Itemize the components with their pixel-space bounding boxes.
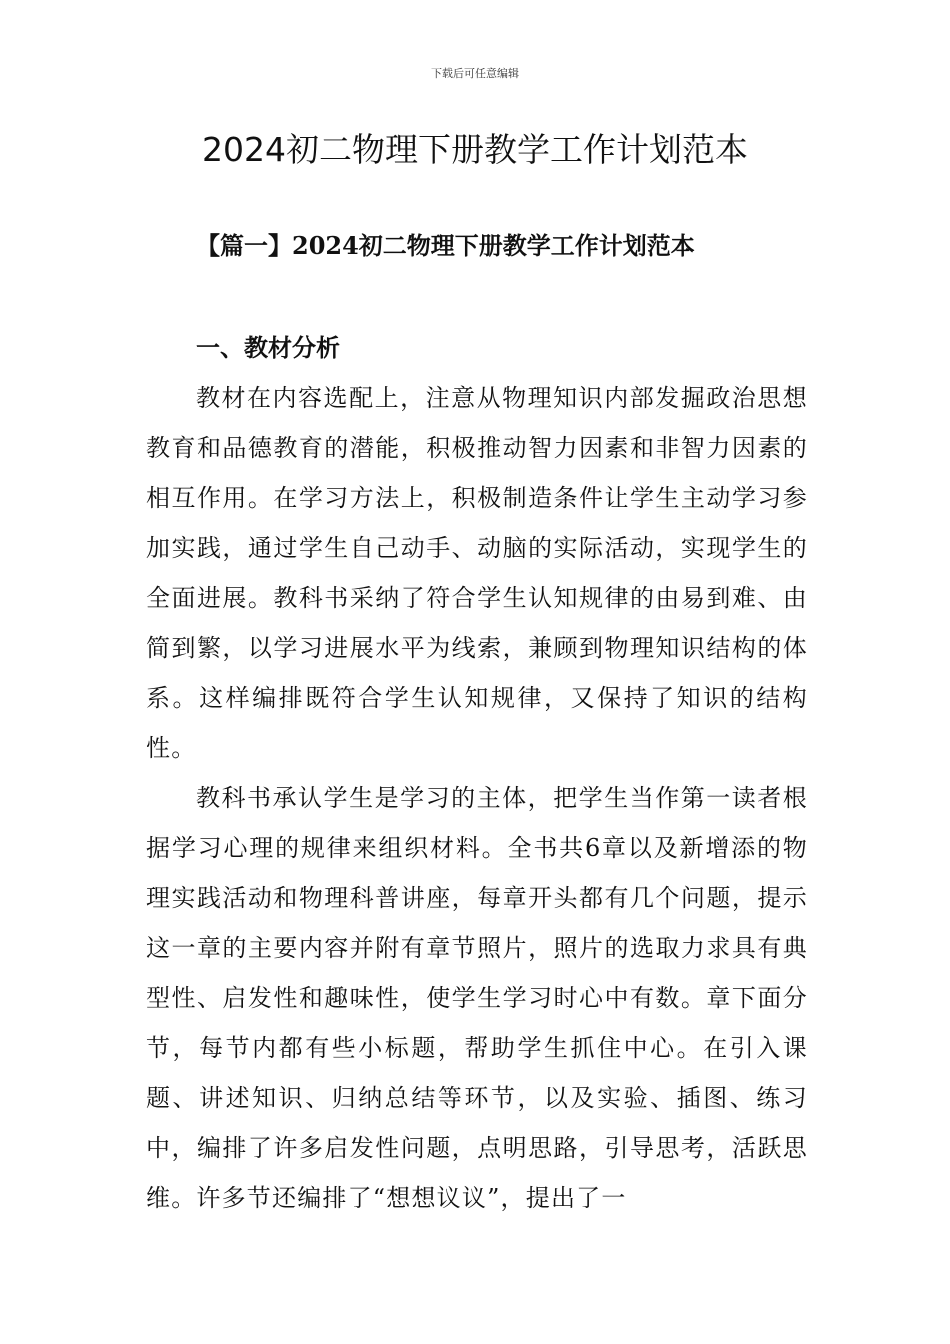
header-note: 下载后可任意编辑 bbox=[431, 67, 519, 80]
paragraph: 教材在内容选配上，注意从物理知识内部发掘政治思想教育和品德教育的潜能，积极推动智力因素和非智力因素的相互作用。在学习方法上，积极制造条件让学生主动学习参加实践，通过学生自己动手、动脑的实际活动，实现学生的全面进展。教科书采纳了符合学生认知规律的由易到难、由简到繁，以学习进展水平为线索，兼顾到物理知识结构的体系。这样编排既符合学生认知规律，又保持了知识的结构性。 bbox=[146, 384, 808, 762]
body-text bbox=[146, 373, 808, 1223]
document-subtitle: 【篇一】2024初二物理下册教学工作计划范本 bbox=[196, 231, 695, 260]
section-heading: 一、教材分析 bbox=[196, 333, 340, 362]
paragraph: 教科书承认学生是学习的主体，把学生当作第一读者根据学习心理的规律来组织材料。全书共6章以及新增添的物理实践活动和物理科普讲座，每章开头都有几个问题，提示这一章的主要内容并附有章节照片，照片的选取力求具有典型性、启发性和趣味性，使学生学习时心中有数。章下面分节，每节内都有些小标题，帮助学生抓住中心。在引入课题、讲述知识、归纳总结等环节，以及实验、插图、练习中，编排了许多启发性问题，点明思路，引导思考，活跃思维。许多节还编排了“想想议议”，提出了一 bbox=[146, 784, 808, 1212]
document-title: 2024初二物理下册教学工作计划范本 bbox=[202, 130, 748, 169]
